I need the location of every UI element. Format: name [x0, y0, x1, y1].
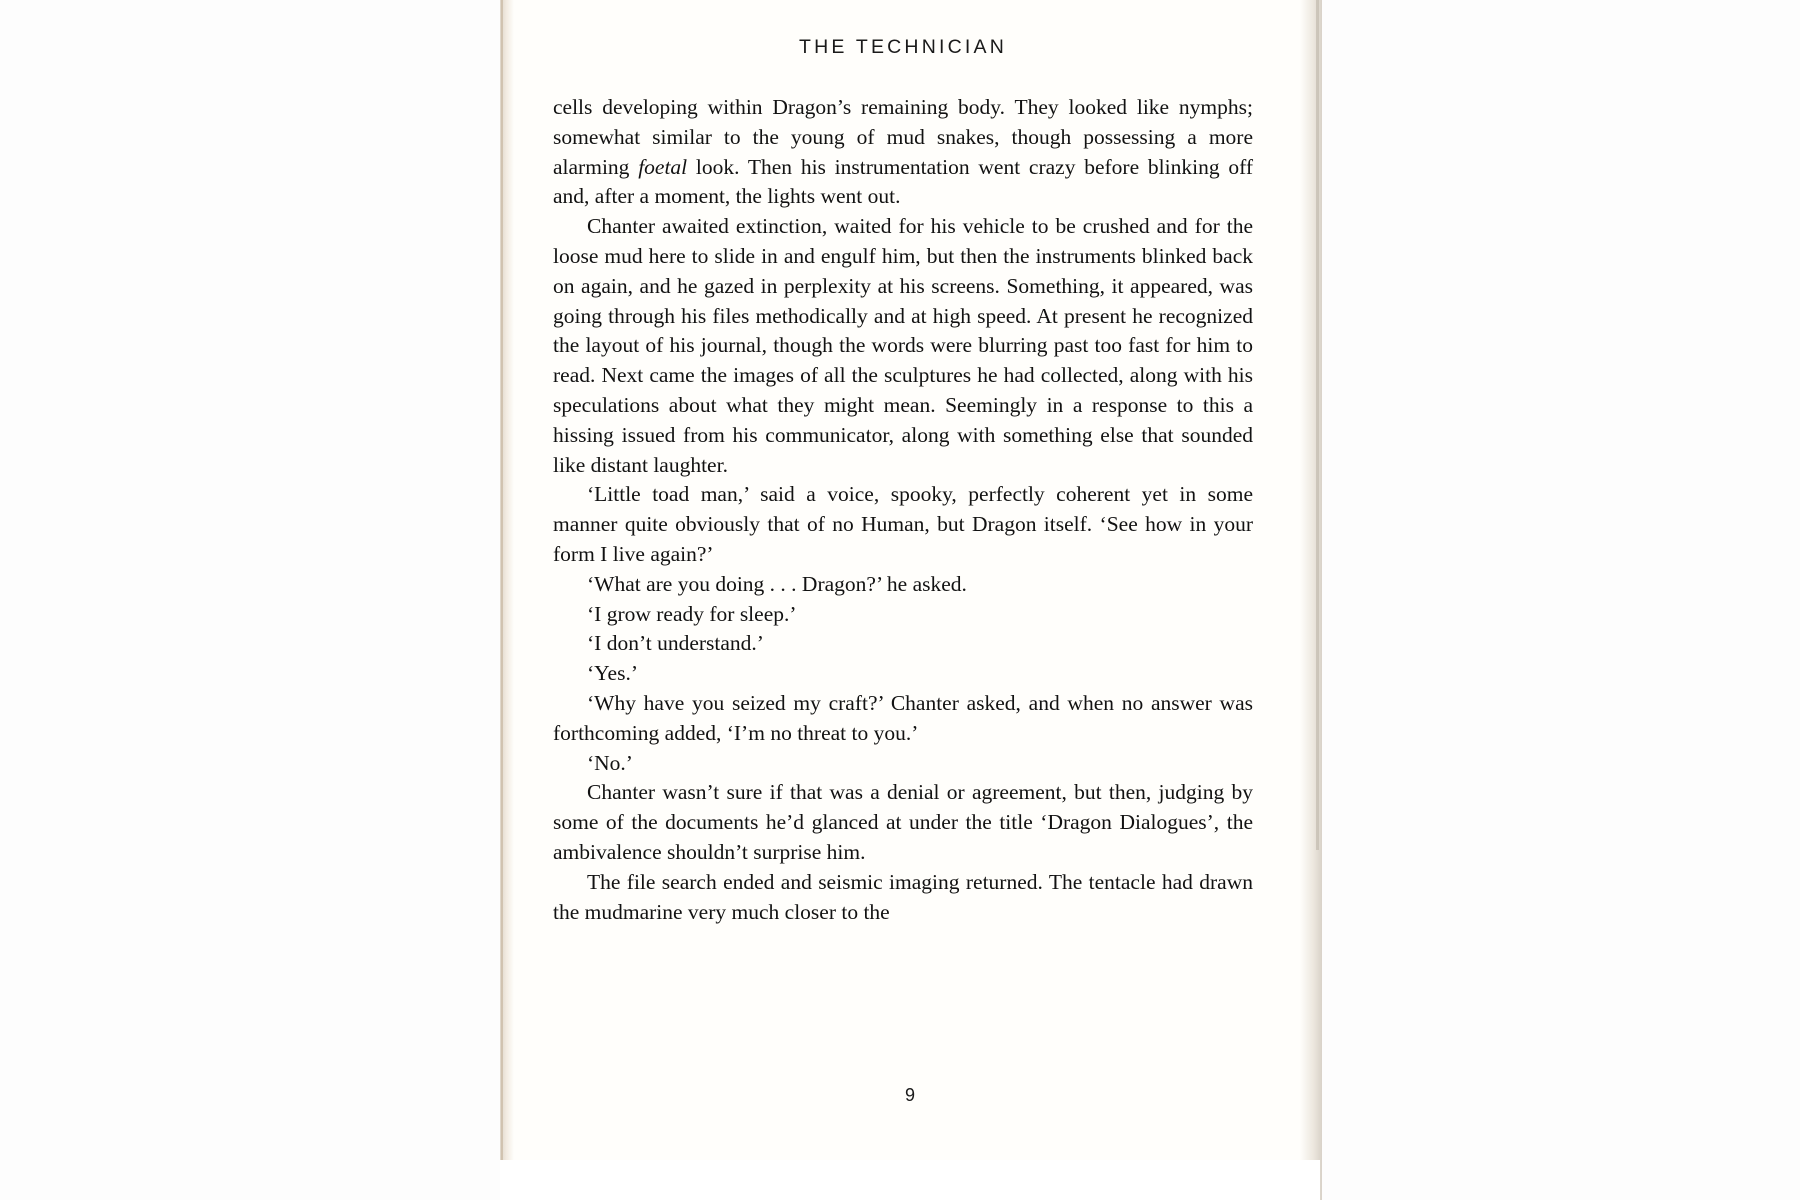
- page-number: 9: [904, 1085, 915, 1105]
- body-text: [553, 93, 1253, 927]
- paragraph: The file search ended and seismic imaging returned. The tentacle had drawn the mudmarine very much closer to the: [553, 869, 1253, 924]
- paragraph: ‘Why have you seized my craft?’ Chanter asked, and when no answer was forthcoming added, ‘I’m no threat to you.’: [553, 690, 1253, 745]
- binding-gutter-line: [501, 0, 503, 1200]
- paragraph: ‘I don’t understand.’: [587, 631, 764, 656]
- paragraph: cells developing within Dragon’s remaining body. They looked like nymphs; somewhat similar to the young of mud snakes, though possessing a more alarming foetal look. Then his instrumentation went crazy before blinking off and, after a moment, the lights went out.: [553, 95, 1254, 209]
- paragraph: Chanter wasn’t sure if that was a denial or agreement, but then, judging by some of the documents he’d glanced at under the title ‘Dragon Dialogues’, the ambivalence shouldn’t surprise him.: [553, 780, 1253, 864]
- page-text-column: [553, 0, 1253, 927]
- paragraph: ‘No.’: [587, 750, 633, 775]
- paragraph: ‘Yes.’: [587, 661, 638, 686]
- italic-term: foetal: [638, 154, 688, 179]
- running-head: THE TECHNICIAN: [798, 36, 1008, 58]
- page-edge-line: [1316, 0, 1319, 850]
- book-page: [500, 0, 1320, 1200]
- paragraph: ‘Little toad man,’ said a voice, spooky, perfectly coherent yet in some manner quite obviously that of no Human, but Dragon itself. ‘See how in your form I live again?’: [553, 482, 1253, 566]
- paragraph: Chanter awaited extinction, waited for his vehicle to be crushed and for the loose mud here to slide in and engulf him, but then the instruments blinked back on again, and he gazed in perplexity at his screens. Something, it appeared, was going through his files methodically and at high speed. At present he recognized the layout of his journal, though the words were blurring past too fast for him to read. Next came the images of all the sculptures he had collected, along with his speculations about what they might mean. Seemingly in a response to this a hissing issued from his communicator, along with something else that sounded like distant laughter.: [553, 214, 1253, 477]
- page-bottom-fade: [500, 1160, 1320, 1200]
- paragraph: ‘What are you doing . . . Dragon?’ he asked.: [587, 571, 967, 596]
- paragraph: ‘I grow ready for sleep.’: [587, 601, 797, 626]
